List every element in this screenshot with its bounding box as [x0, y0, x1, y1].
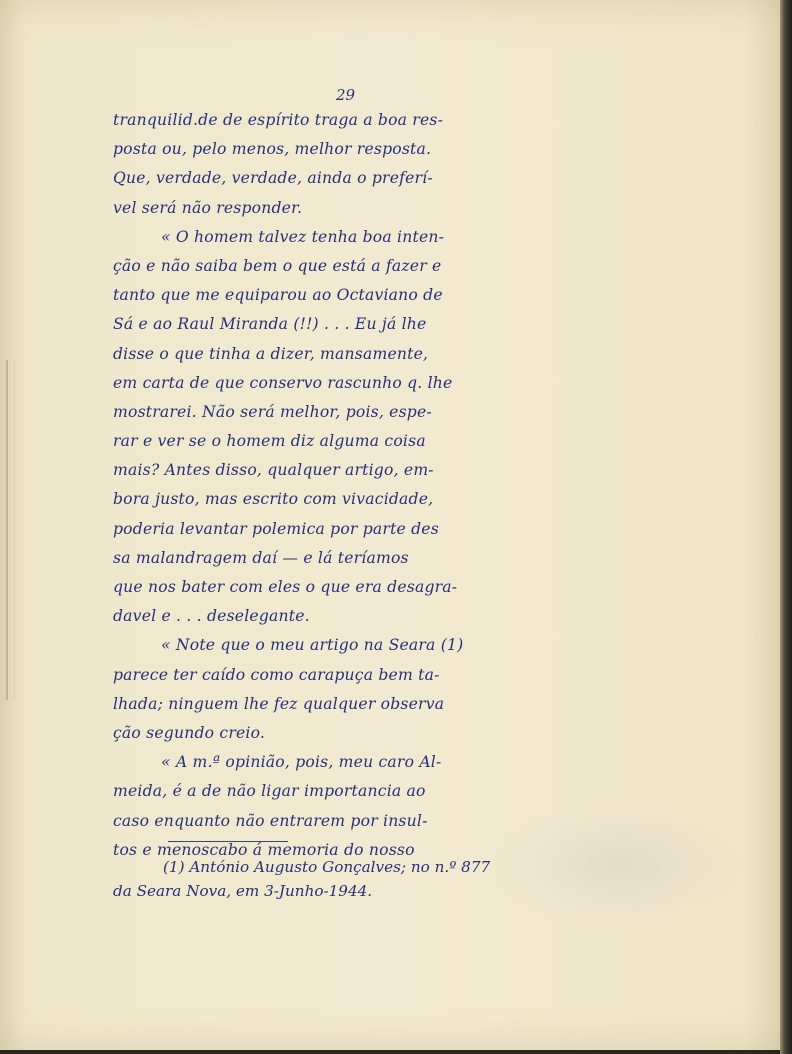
text-line: davel e . . . deselegante. [113, 607, 310, 626]
page-edge-shadow [780, 0, 792, 1054]
text-line: ção e não saiba bem o que está a fazer e [113, 256, 442, 275]
footnote-line: (1) António Augusto Gonçalves; no n.º 877 [163, 858, 491, 876]
text-line: meida, é a de não ligar importancia ao [113, 782, 426, 801]
text-line: rar e ver se o homem diz alguma coisa [113, 432, 426, 451]
text-line: bora justo, mas escrito com vivacidade, [113, 490, 434, 509]
text-line: que nos bater com eles o que era desagra- [113, 578, 458, 596]
footnote-divider [168, 841, 288, 842]
text-line: sa malandragem daí — e lá teríamos [113, 548, 409, 567]
text-line: posta ou, pelo menos, melhor resposta. [113, 140, 432, 159]
text-line: disse o que tinha a dizer, mansamente, [113, 344, 429, 363]
text-line: parece ter caído como carapuça bem ta- [113, 665, 440, 684]
text-line: caso enquanto não entrarem por insul- [113, 811, 428, 830]
text-line: mostrarei. Não será melhor, pois, espe- [113, 402, 432, 421]
text-line: tranquilid.de de espírito traga a boa res- [113, 111, 444, 129]
footnote-line: da Seara Nova, em 3-Junho-1944. [113, 882, 373, 900]
text-line: Que, verdade, verdade, ainda o preferí- [113, 169, 433, 188]
text-line: tos e menoscabo á memoria do nosso [113, 840, 415, 859]
letter-body [113, 106, 591, 865]
text-line: poderia levantar polemica por parte des [113, 519, 439, 538]
text-line: ção segundo creio. [113, 723, 266, 742]
text-line: lhada; ninguem lhe fez qualquer observa [113, 694, 445, 713]
text-line: « Note que o meu artigo na Seara (1) [161, 636, 464, 655]
text-line: Sá e ao Raul Miranda (!!) . . . Eu já lhe [113, 315, 427, 334]
page-number: 29 [336, 86, 356, 104]
footnote [113, 855, 591, 903]
text-line: tanto que me equiparou ao Octaviano de [113, 286, 443, 305]
text-line: vel será não responder. [113, 198, 303, 217]
text-line: « A m.ª opinião, pois, meu caro Al- [161, 753, 442, 772]
text-line: mais? Antes disso, qualquer artigo, em- [113, 461, 434, 480]
text-line: em carta de que conservo rascunho q. lhe [113, 373, 453, 392]
text-line: « O homem talvez tenha boa inten- [161, 227, 445, 246]
binding-stitch [6, 360, 15, 700]
